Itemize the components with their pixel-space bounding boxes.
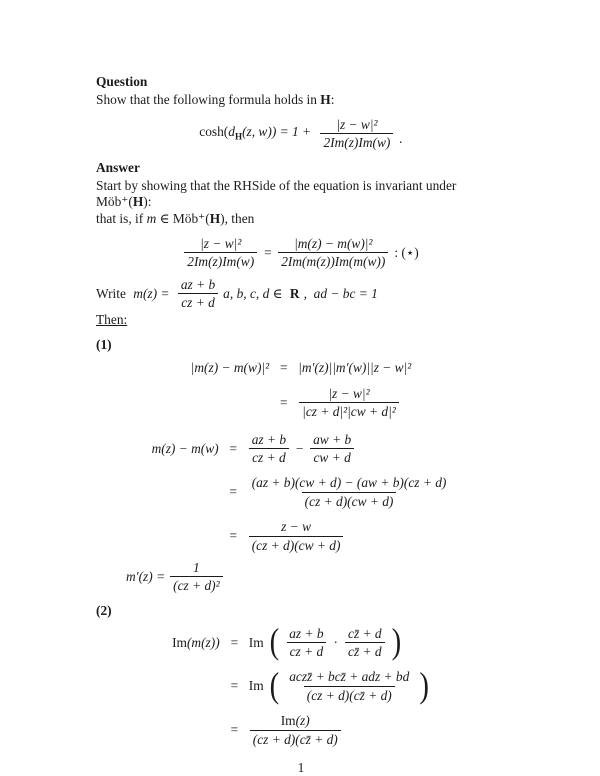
equation-rhs [298,386,411,420]
equation-rhs [248,665,430,706]
fraction-denominator: (cz + d)(cw + d) [249,536,344,553]
right-paren: ) [419,665,429,706]
fraction-denominator: (cz + d)² [170,576,223,593]
answer-line-2 [96,211,506,227]
fraction [345,626,385,660]
fraction-denominator: cz̄ + d [345,642,385,659]
text-segment: ), then [220,210,255,226]
equation-lhs [172,635,220,651]
question-formula [96,117,506,151]
fraction-numerator: |z − w|² [200,235,242,251]
math-segment: (z, w)) = 1 + [242,124,315,140]
fraction-denominator: 2Im(z)Im(w) [184,252,257,269]
math-segment: . [399,131,403,147]
fraction-denominator: |cz + d|²|cw + d|² [299,402,399,419]
fraction-numerator: (az + b)(cw + d) − (aw + b)(cz + d) [251,475,447,491]
fraction-denominator: cz + d [287,642,327,659]
fraction [184,236,257,270]
write-line [96,277,506,311]
equation-block-1 [96,360,506,420]
equals-sign: = [279,359,289,375]
fraction-numerator: aczz̄ + bcz̄ + adz + bd [289,669,410,685]
fraction-denominator: 2Im(z)Im(w) [320,133,393,150]
fraction-denominator: (cz + d)(cw + d) [302,492,397,509]
page-number: 1 [297,760,305,776]
math-segment: m(z) = [133,285,173,301]
math-segment: (m(z)) [186,634,220,650]
fraction-denominator: (cz + d)(cz̄ + d) [250,730,341,747]
fraction-numerator: az + b [289,625,324,641]
math-segment: a, b, c, d ∈ [223,285,286,301]
equals-sign: = [229,634,239,650]
equals-sign: = [228,528,238,544]
fraction [320,117,393,151]
fraction [299,386,399,420]
function-name: Im [248,634,264,650]
equals-sign: = [263,244,273,260]
function-name: cosh( [199,124,229,140]
fraction [249,519,344,553]
fraction [278,236,388,270]
mprime-line [96,560,506,594]
equation-rhs [298,360,411,376]
math-segment: |m′(z)||m′(w)||z − w|² [298,359,412,375]
bold-H: H [234,132,243,142]
fraction-denominator: (cz + d)(cz̄ + d) [304,686,395,703]
right-paren: ) [391,622,402,663]
fraction-denominator: cw + d [310,448,353,465]
fraction [286,626,326,660]
math-segment: (z) [295,713,310,729]
star-equation [96,236,506,270]
question-intro [96,92,506,108]
bold-H: H [209,210,221,226]
function-name: Im [172,634,187,650]
star-tag: : (⋆) [394,244,419,260]
dot-operator: · [333,634,339,650]
bold-H: H [132,194,144,210]
equals-sign: = [228,484,238,500]
fraction-numerator: cz̄ + d [348,625,382,641]
text-segment: : [330,91,335,107]
equation-rhs [248,475,451,509]
text-segment: Write [96,285,130,301]
function-name: Im [248,678,264,694]
function-name: Im [280,713,296,729]
text-segment: ∈ Möb⁺( [156,210,210,226]
bold-H: H [320,91,331,107]
left-paren: ( [269,665,280,706]
text-segment: Start by showing that the RHSide of the equation is invariant under Möb⁺( [96,178,457,210]
answer-heading: Answer [96,160,140,176]
equation-lhs: m(z) − m(w) [151,440,219,456]
equation-rhs [249,713,430,747]
fraction [286,669,412,703]
fraction-numerator: |z − w|² [328,385,370,401]
fraction-numerator: |z − w|² [336,116,378,132]
step2-label: (2) [96,602,112,618]
question-heading: Question [96,74,148,89]
math-segment [199,124,314,142]
fraction-numerator: az + b [180,276,216,292]
equals-sign: = [229,722,239,738]
math-segment: m′(z) = [126,569,166,584]
equals-sign: = [228,440,238,456]
fraction [170,560,223,594]
fraction [310,432,354,466]
underlined-text: Then: [96,312,128,328]
then-label [96,312,506,328]
equation-block-2 [96,432,506,553]
fraction-numerator: |m(z) − m(w)|² [294,235,373,251]
bold-R: R [289,285,300,301]
equation-block-3 [96,622,506,747]
text-segment: ): [143,194,152,210]
fraction-numerator: az + b [251,431,287,447]
equals-sign: = [279,394,289,410]
fraction-numerator: aw + b [313,431,352,447]
step1-label: (1) [96,337,112,353]
fraction [250,713,341,747]
equation-rhs [248,622,430,663]
answer-line-1 [96,178,506,210]
math-segment: , ad − bc = 1 [303,285,378,301]
fraction-numerator [278,713,313,729]
fraction [178,277,218,311]
fraction-denominator: 2Im(m(z))Im(m(w)) [278,252,388,269]
fraction [249,432,289,466]
minus-sign: − [295,440,305,456]
equation-lhs: |m(z) − m(w)|² [190,359,270,375]
subscript [235,132,242,142]
equation-rhs [248,519,451,553]
left-paren: ( [269,622,280,663]
math-segment: d [228,124,235,140]
fraction-denominator: cz + d [178,293,218,310]
math-segment: m [146,210,157,226]
fraction [249,475,450,509]
fraction-numerator: z − w [281,519,311,535]
equals-sign: = [229,678,239,694]
fraction-denominator: cz + d [249,448,289,465]
fraction-numerator: 1 [193,560,200,575]
equation-rhs [248,432,451,466]
text-segment: that is, if [96,210,147,226]
text-segment: Show that the following formula holds in [96,91,321,107]
